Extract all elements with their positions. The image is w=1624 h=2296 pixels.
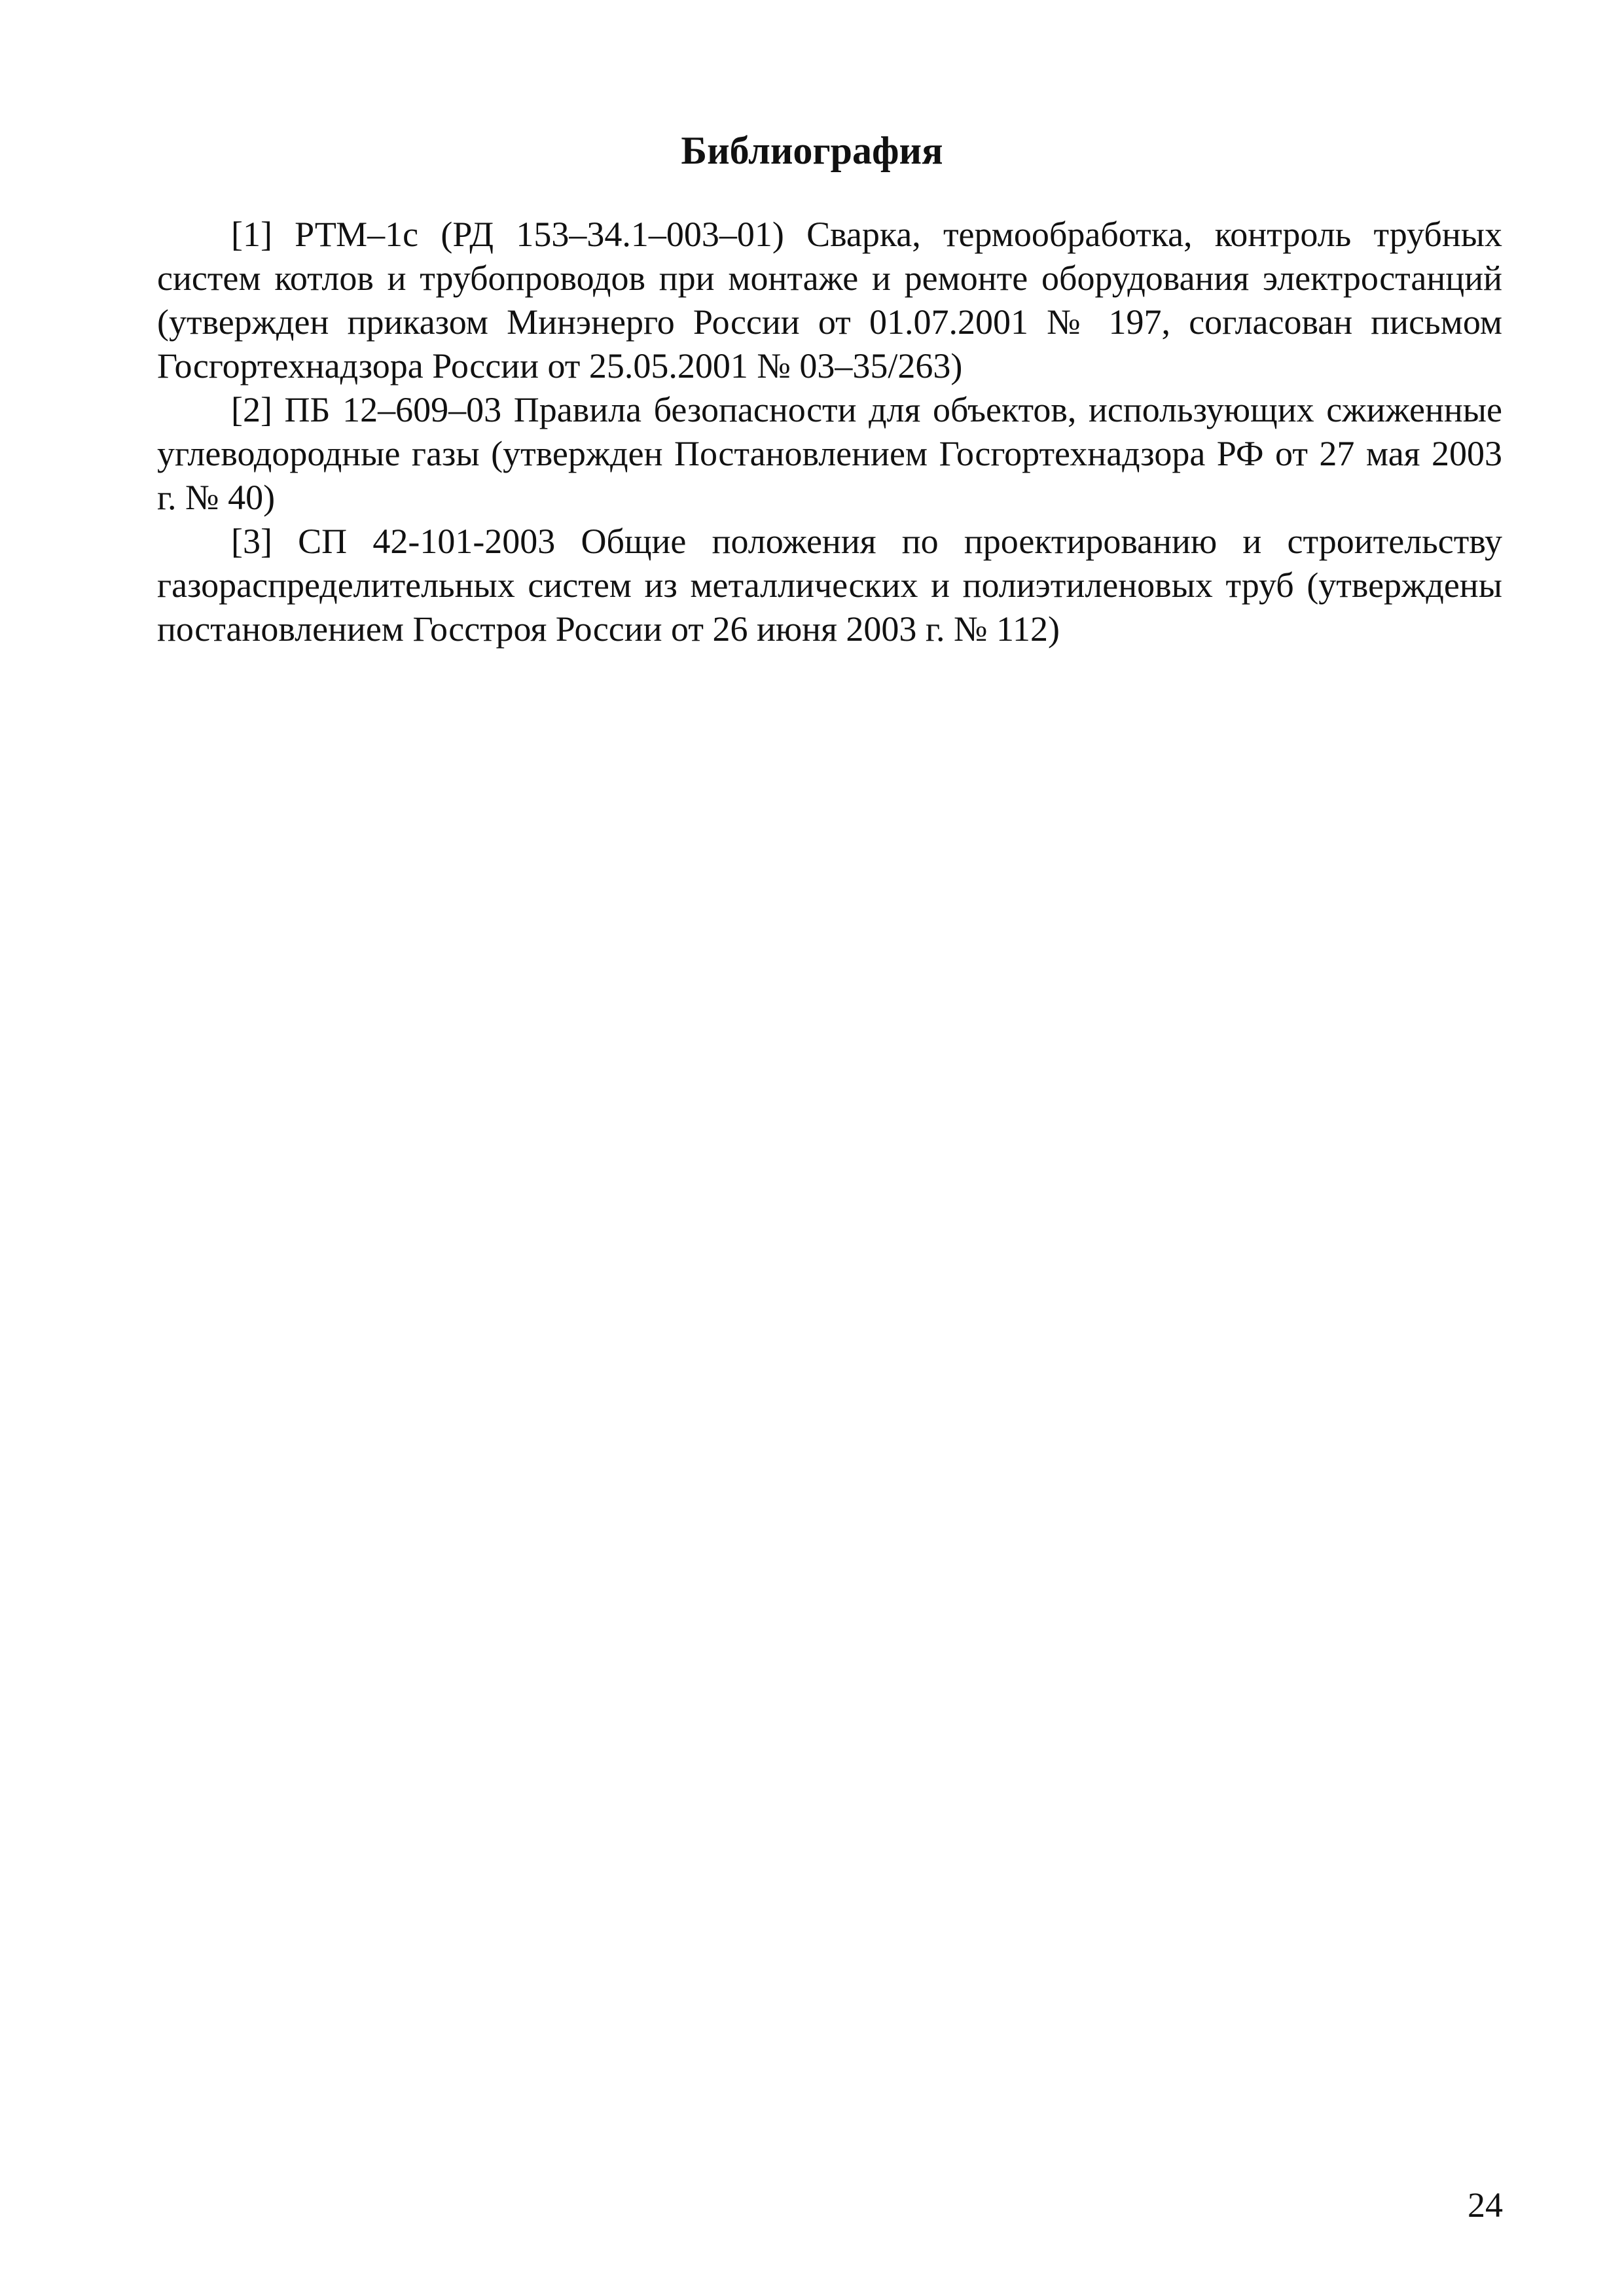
section-title: Библиография [681, 129, 943, 172]
bibliography-list [157, 213, 1502, 651]
bibliography-entry-1: [1] РТМ–1с (РД 153–34.1–003–01) Сварка, термообработка, контроль трубных систем котлов и трубопроводов при монтаже и ремонте оборудования электростанций (утвержден приказом Минэнерго России от 01.07.2001 № 197, согласован письмом Госгортехнадзора России от 25.05.2001 № 03–35/263) [157, 215, 1502, 386]
bibliography-entry-3: [3] СП 42-101-2003 Общие положения по проектированию и строительству газораспределительных систем из металлических и полиэтиленовых труб (утверждены постановлением Госстроя России от 26 июня 2003 г. № 112) [157, 522, 1502, 649]
page-number: 24 [1468, 2185, 1503, 2225]
bibliography-entry-2: [2] ПБ 12–609–03 Правила безопасности для объектов, использующих сжиженные углеводородные газы (утвержден Постановлением Госгортехнадзора РФ от 27 мая 2003 г. № 40) [157, 390, 1502, 517]
